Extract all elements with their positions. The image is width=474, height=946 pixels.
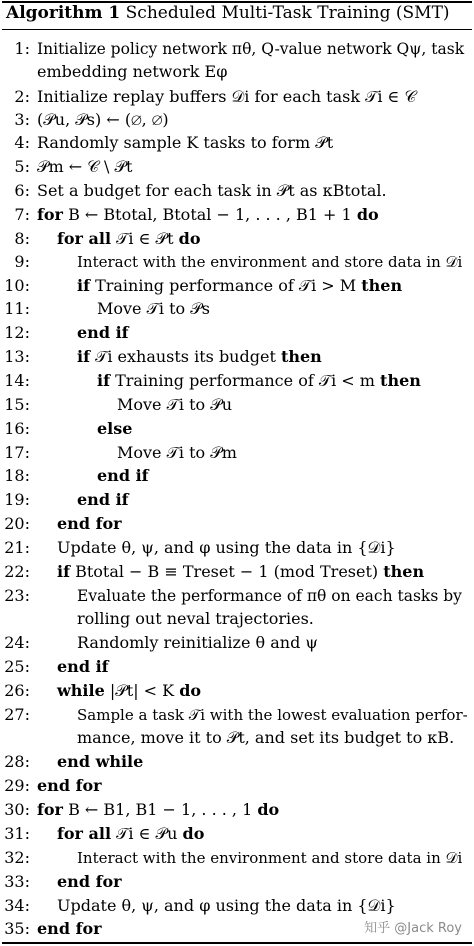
statement-text: Evaluate the performance of πθ on each tasks by: [77, 587, 462, 605]
statement-text: Interact with the environment and store data in 𝒟i: [77, 849, 463, 867]
line-content: [77, 252, 462, 272]
line-number: 19:: [4, 490, 30, 509]
keyword: if: [77, 276, 90, 295]
line-number: 30:: [4, 800, 30, 819]
keyword: then: [280, 347, 322, 366]
statement-text: 𝒫m ← 𝒞 \ 𝒫t: [37, 157, 133, 176]
line-content: [77, 633, 318, 653]
keyword: if: [57, 562, 70, 581]
line-content: [57, 229, 200, 249]
line-content: [57, 514, 122, 534]
line-number: 15:: [4, 395, 30, 414]
statement-text: rolling out neval trajectories.: [77, 609, 314, 628]
title-rule: [2, 29, 472, 30]
statement-text: Move 𝒯i to 𝒫u: [117, 395, 233, 414]
line-content: [57, 681, 201, 701]
line-number: 12:: [4, 323, 30, 342]
line-content: [37, 919, 102, 939]
statement-text: Sample a task 𝒯i with the lowest evaluation perfor-: [77, 706, 468, 724]
statement-text: Move 𝒯i to 𝒫s: [97, 299, 210, 318]
statement-text: Set a budget for each task in 𝒫t as κBtotal.: [37, 181, 387, 200]
line-number: 24:: [4, 633, 30, 652]
statement-text: Btotal − B ≡ Treset − 1 (mod Treset): [75, 562, 379, 581]
line-content: [77, 848, 462, 868]
keyword: if: [77, 347, 90, 366]
keyword: do: [179, 681, 202, 700]
statement-text: Initialize policy network πθ, Q-value network Qψ, task: [37, 40, 465, 58]
statement-text: Interact with the environment and store data in 𝒟i: [77, 253, 463, 271]
line-number: 18:: [4, 466, 30, 485]
line-content: [97, 299, 210, 319]
statement-text: mance, move it to 𝒫t, and set its budget to κB.: [77, 728, 455, 747]
line-number: 13:: [4, 347, 30, 366]
line-number: 7:: [14, 205, 30, 224]
line-number: 20:: [4, 514, 30, 533]
line-content: [37, 133, 333, 153]
line-content: [57, 752, 143, 772]
statement-text: 𝒯i ∈ 𝒫t: [116, 229, 174, 248]
keyword: end if: [77, 323, 129, 342]
line-number: 25:: [4, 657, 30, 676]
line-content: [37, 110, 169, 130]
statement-text: Update θ, ψ, and φ using the data in {𝒟i}: [57, 896, 396, 915]
line-number: 17:: [4, 443, 30, 462]
keyword: end if: [77, 490, 129, 509]
statement-text: 𝒯i exhausts its budget: [95, 347, 276, 366]
statement-text: embedding network Eφ: [37, 62, 228, 81]
line-content: [37, 800, 279, 820]
keyword: end for: [37, 919, 102, 938]
keyword: then: [380, 371, 421, 390]
keyword: for: [37, 800, 63, 819]
line-number: 28:: [4, 752, 30, 771]
line-content: [77, 728, 454, 748]
keyword: while: [57, 681, 105, 700]
line-content: [77, 705, 468, 725]
line-content: [97, 371, 421, 391]
line-number: 16:: [4, 419, 30, 438]
line-number: 9:: [14, 252, 30, 271]
statement-text: Initialize replay buffers 𝒟i for each task 𝒯i ∈ 𝒞: [37, 87, 417, 106]
statement-text: (𝒫u, 𝒫s) ← (∅, ∅): [37, 110, 169, 129]
line-number: 14:: [4, 371, 30, 390]
line-content: [37, 157, 132, 177]
keyword: do: [356, 205, 379, 224]
line-number: 29:: [4, 776, 30, 795]
line-content: [37, 87, 416, 107]
statement-text: Randomly sample K tasks to form 𝒫t: [37, 133, 334, 152]
line-number: 33:: [4, 872, 30, 891]
algorithm-label: Algorithm 1: [6, 3, 121, 23]
line-number: 5:: [14, 157, 30, 176]
line-number: 31:: [4, 824, 30, 843]
statement-text: B ← Btotal, Btotal − 1, . . . , B1 + 1: [68, 205, 352, 224]
statement-text: Randomly reinitialize θ and ψ: [77, 633, 318, 652]
line-number: 32:: [4, 848, 30, 867]
keyword: end for: [57, 872, 122, 891]
line-content: [37, 62, 227, 82]
keyword: end if: [57, 657, 109, 676]
line-content: [37, 776, 102, 796]
line-content: [117, 443, 237, 463]
line-content: [77, 347, 322, 367]
statement-text: Update θ, ψ, and φ using the data in {𝒟i}: [57, 538, 396, 557]
line-content: [37, 181, 387, 201]
line-content: [57, 824, 204, 844]
algorithm-name: Scheduled Multi-Task Training (SMT): [125, 3, 450, 23]
keyword: end for: [37, 776, 102, 795]
keyword: else: [97, 419, 133, 438]
line-number: 3:: [14, 110, 30, 129]
keyword: end for: [57, 514, 122, 533]
algorithm-title: [6, 3, 450, 23]
line-content: [57, 538, 396, 558]
keyword: then: [383, 562, 425, 581]
line-content: [97, 466, 149, 486]
line-content: [37, 205, 379, 225]
statement-text: Move 𝒯i to 𝒫m: [117, 443, 237, 462]
line-number: 27:: [4, 705, 30, 724]
line-content: [57, 657, 109, 677]
keyword: do: [182, 824, 205, 843]
statement-text: B ← B1, B1 − 1, . . . , 1: [68, 800, 253, 819]
keyword: for all: [57, 229, 112, 248]
line-number: 22:: [4, 562, 30, 581]
line-content: [57, 896, 396, 916]
line-number: 34:: [4, 896, 30, 915]
line-number: 10:: [4, 276, 30, 295]
keyword: end if: [97, 466, 149, 485]
line-number: 23:: [4, 586, 30, 605]
line-content: [77, 490, 129, 510]
keyword: do: [178, 229, 201, 248]
line-content: [77, 586, 462, 606]
line-content: [77, 323, 129, 343]
line-content: [77, 276, 402, 296]
keyword: end while: [57, 752, 144, 771]
line-number: 26:: [4, 681, 30, 700]
keyword: if: [97, 371, 110, 390]
keyword: for: [37, 205, 63, 224]
line-number: 4:: [14, 133, 30, 152]
line-number: 8:: [14, 229, 30, 248]
statement-text: |𝒫t| < K: [109, 681, 175, 700]
statement-text: Training performance of 𝒯i > M: [95, 276, 357, 295]
line-content: [57, 872, 122, 892]
line-number: 2:: [14, 87, 30, 106]
line-content: [57, 562, 424, 582]
statement-text: Training performance of 𝒯i < m: [115, 371, 375, 390]
line-number: 6:: [14, 181, 30, 200]
keyword: for all: [57, 824, 112, 843]
line-number: 21:: [4, 538, 30, 557]
line-content: [117, 395, 232, 415]
line-content: [37, 39, 464, 59]
line-number: 11:: [4, 299, 30, 318]
line-content: [77, 609, 314, 629]
statement-text: 𝒯i ∈ 𝒫u: [116, 824, 178, 843]
line-content: [97, 419, 132, 439]
bottom-rule: [2, 942, 472, 944]
watermark: 知乎 @Jack Roy: [364, 921, 462, 936]
keyword: do: [257, 800, 280, 819]
line-number: 1:: [14, 39, 30, 58]
line-number: 35:: [4, 919, 30, 938]
keyword: then: [361, 276, 403, 295]
